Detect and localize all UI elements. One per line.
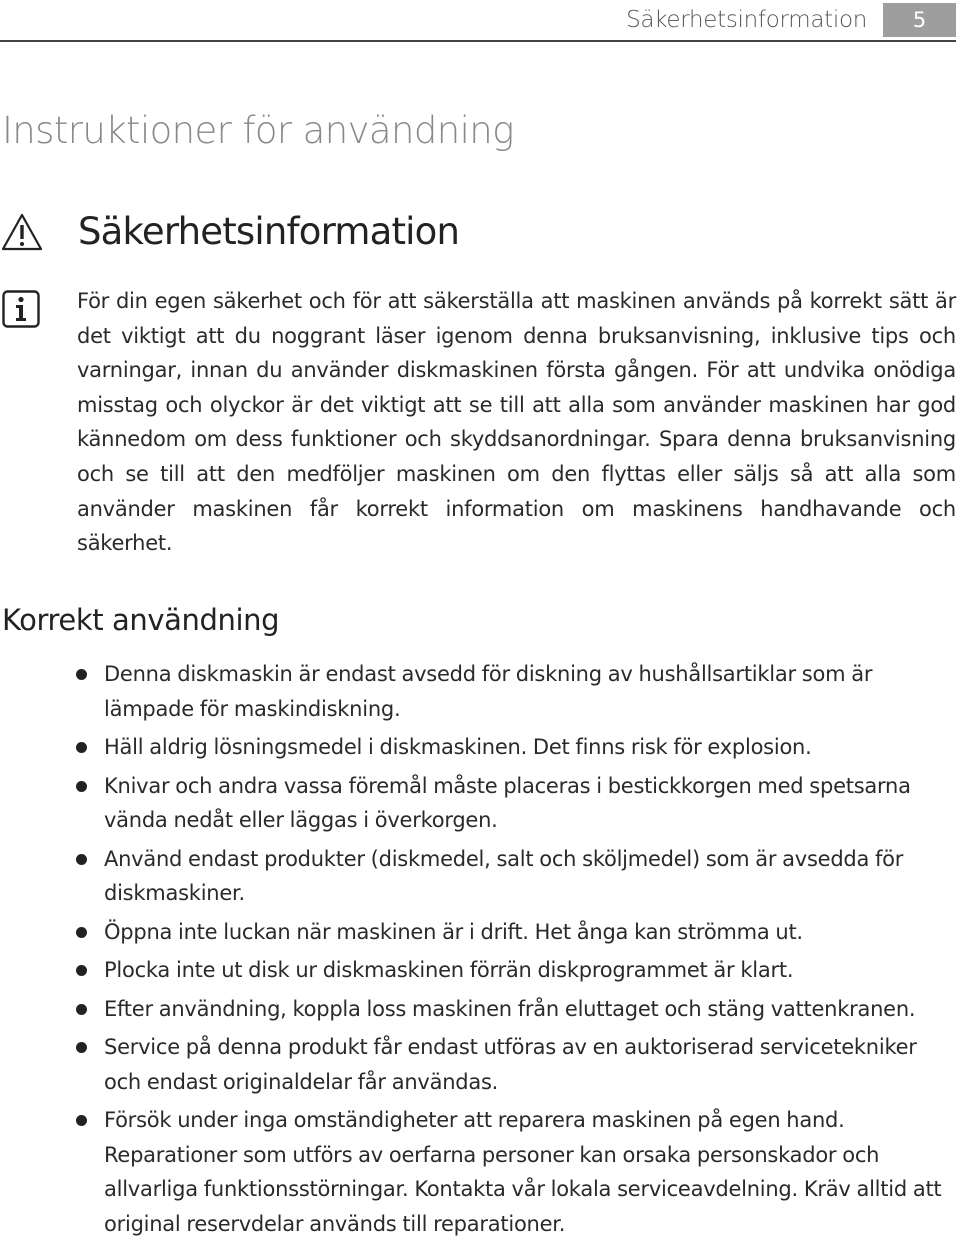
section-title: Säkerhetsinformation bbox=[78, 210, 460, 253]
list-item bbox=[0, 842, 960, 911]
page-number: 5 bbox=[883, 3, 956, 37]
page-title: Instruktioner för användning bbox=[2, 109, 514, 152]
bullet-icon bbox=[76, 1004, 87, 1015]
list-item bbox=[0, 992, 960, 1027]
bullet-icon bbox=[76, 854, 87, 865]
list-item bbox=[0, 1103, 960, 1241]
correct-use-list bbox=[0, 657, 960, 1245]
bullet-icon bbox=[76, 669, 87, 680]
list-item-text: Plocka inte ut disk ur diskmaskinen förrän diskprogrammet är klart. bbox=[104, 958, 794, 982]
bullet-icon bbox=[76, 965, 87, 976]
list-item bbox=[0, 730, 960, 765]
list-item-text: Knivar och andra vassa föremål måste placeras i bestickkorgen med spetsarna vända nedåt eller läggas i överkorgen. bbox=[104, 773, 911, 832]
subsection-title: Korrekt användning bbox=[2, 603, 280, 637]
intro-paragraph: För din egen säkerhet och för att säkerställa att maskinen används på korrekt sätt är det viktigt att du noggrant läser igenom denna bruksanvisning, inklusive tips och varningar, innan du använder diskmaskinen första gången. För att undvika onödiga misstag och olyckor är det viktigt att se till att alla som använder maskinen har god kännedom om dess funktioner och skyddsanordningar. Spara denna bruksanvisning och se till att den medföljer maskinen om den flyttas eller säljs så att alla som använder maskinen får korrekt information om maskinens handhavande och säkerhet. bbox=[77, 289, 956, 556]
list-item-text: Häll aldrig lösningsmedel i diskmaskinen. Det finns risk för explosion. bbox=[104, 735, 812, 759]
list-item bbox=[0, 657, 960, 726]
list-item-text: Försök under inga omständigheter att reparera maskinen på egen hand. Reparationer som utförs av oerfarna personer kan orsaka personskador och allvarliga funktionsstörningar. Kontakta vår lokala serviceavdelning. Kräv alltid att original reservdelar används till reparationer. bbox=[104, 1108, 942, 1236]
header-divider bbox=[0, 40, 956, 42]
list-item bbox=[0, 915, 960, 950]
list-item bbox=[0, 953, 960, 988]
running-header-title: Säkerhetsinformation bbox=[626, 7, 867, 33]
list-item-text: Efter användning, koppla loss maskinen från eluttaget och stäng vattenkranen. bbox=[104, 996, 916, 1021]
bullet-icon bbox=[76, 927, 87, 938]
bullet-icon bbox=[76, 742, 87, 753]
bullet-icon bbox=[76, 1115, 87, 1126]
bullet-icon bbox=[76, 1042, 87, 1053]
warning-triangle-icon bbox=[1, 213, 43, 251]
list-item-text: Denna diskmaskin är endast avsedd för diskning av hushållsartiklar som är lämpade för maskindiskning. bbox=[104, 662, 873, 721]
info-icon bbox=[2, 290, 40, 328]
bullet-icon bbox=[76, 781, 87, 792]
list-item-text: Öppna inte luckan när maskinen är i drift. Het ånga kan strömma ut. bbox=[104, 919, 803, 944]
list-item-text: Service på denna produkt får endast utföras av en auktoriserad servicetekniker och endast originaldelar får användas. bbox=[104, 1035, 917, 1094]
list-item bbox=[0, 769, 960, 838]
list-item bbox=[0, 1030, 960, 1099]
list-item-text: Använd endast produkter (diskmedel, salt och sköljmedel) som är avsedda för diskmaskiner. bbox=[104, 846, 904, 905]
